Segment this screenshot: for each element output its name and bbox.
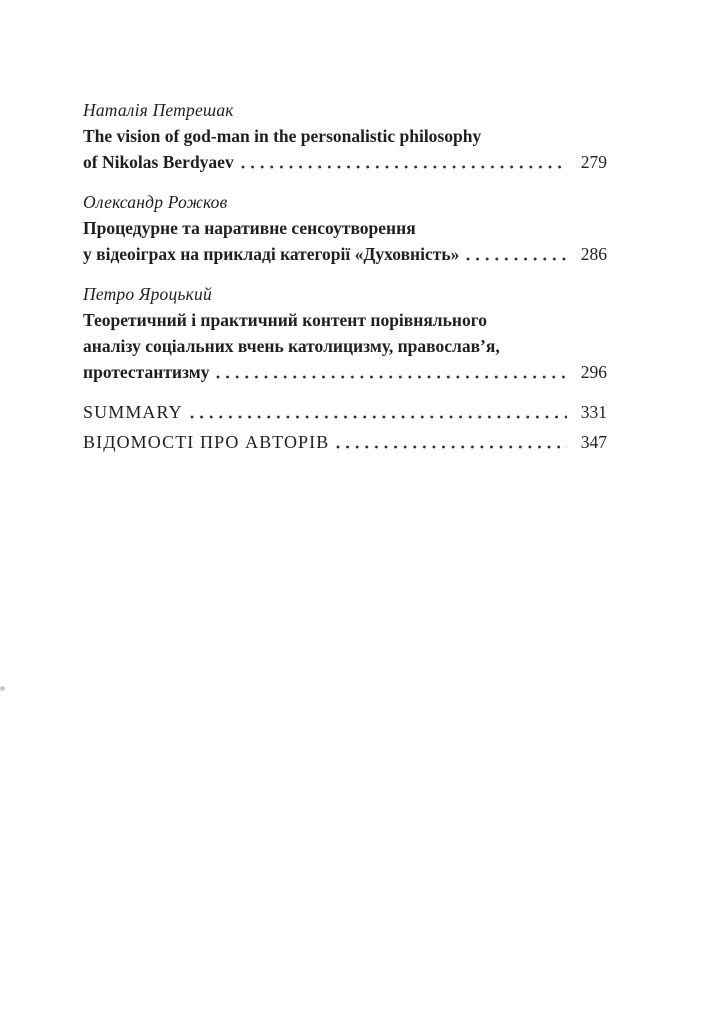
toc-entry-comparative-analysis: [83, 281, 607, 385]
leader-row: [83, 241, 607, 267]
page-number: 286: [580, 244, 607, 264]
dot-leader: [216, 375, 567, 379]
leader-row: [83, 149, 607, 175]
dot-leader: [241, 165, 567, 169]
title-line: аналізу соціальних вчень католицизму, православ’я,: [83, 336, 500, 356]
leader-row: [83, 429, 607, 455]
author-name: Наталія Петрешак: [83, 100, 234, 120]
page-number: 331: [580, 402, 607, 422]
title-line: Теоретичний і практичний контент порівняльного: [83, 310, 487, 330]
title-line-continued: of Nikolas Berdyaev: [83, 152, 234, 172]
leader-row: [83, 399, 607, 425]
title-line: Процедурне та наративне сенсоутворення: [83, 218, 416, 238]
page-number: 347: [580, 432, 607, 452]
dot-leader: [190, 415, 567, 419]
dot-leader: [466, 257, 567, 261]
page-number: 279: [580, 152, 607, 172]
page-number: 296: [580, 362, 607, 382]
scan-artifact: [0, 686, 5, 691]
leader-row: [83, 359, 607, 385]
dot-leader: [336, 445, 567, 449]
toc-entry-summary: [83, 399, 607, 425]
table-of-contents: [83, 97, 607, 455]
title-line: The vision of god-man in the personalistic philosophy: [83, 126, 482, 146]
toc-entry-videogames: [83, 189, 607, 267]
author-name: Петро Яроцький: [83, 284, 212, 304]
title-line-continued: протестантизму: [83, 362, 210, 382]
toc-entry-berdyaev: [83, 97, 607, 175]
section-label: ВІДОМОСТІ ПРО АВТОРІВ: [83, 432, 330, 452]
section-label: SUMMARY: [83, 402, 183, 422]
toc-entry-authors-info: [83, 429, 607, 455]
author-name: Олександр Рожков: [83, 192, 228, 212]
title-line-continued: у відеоіграх на прикладі категорії «Духовність»: [83, 244, 460, 264]
